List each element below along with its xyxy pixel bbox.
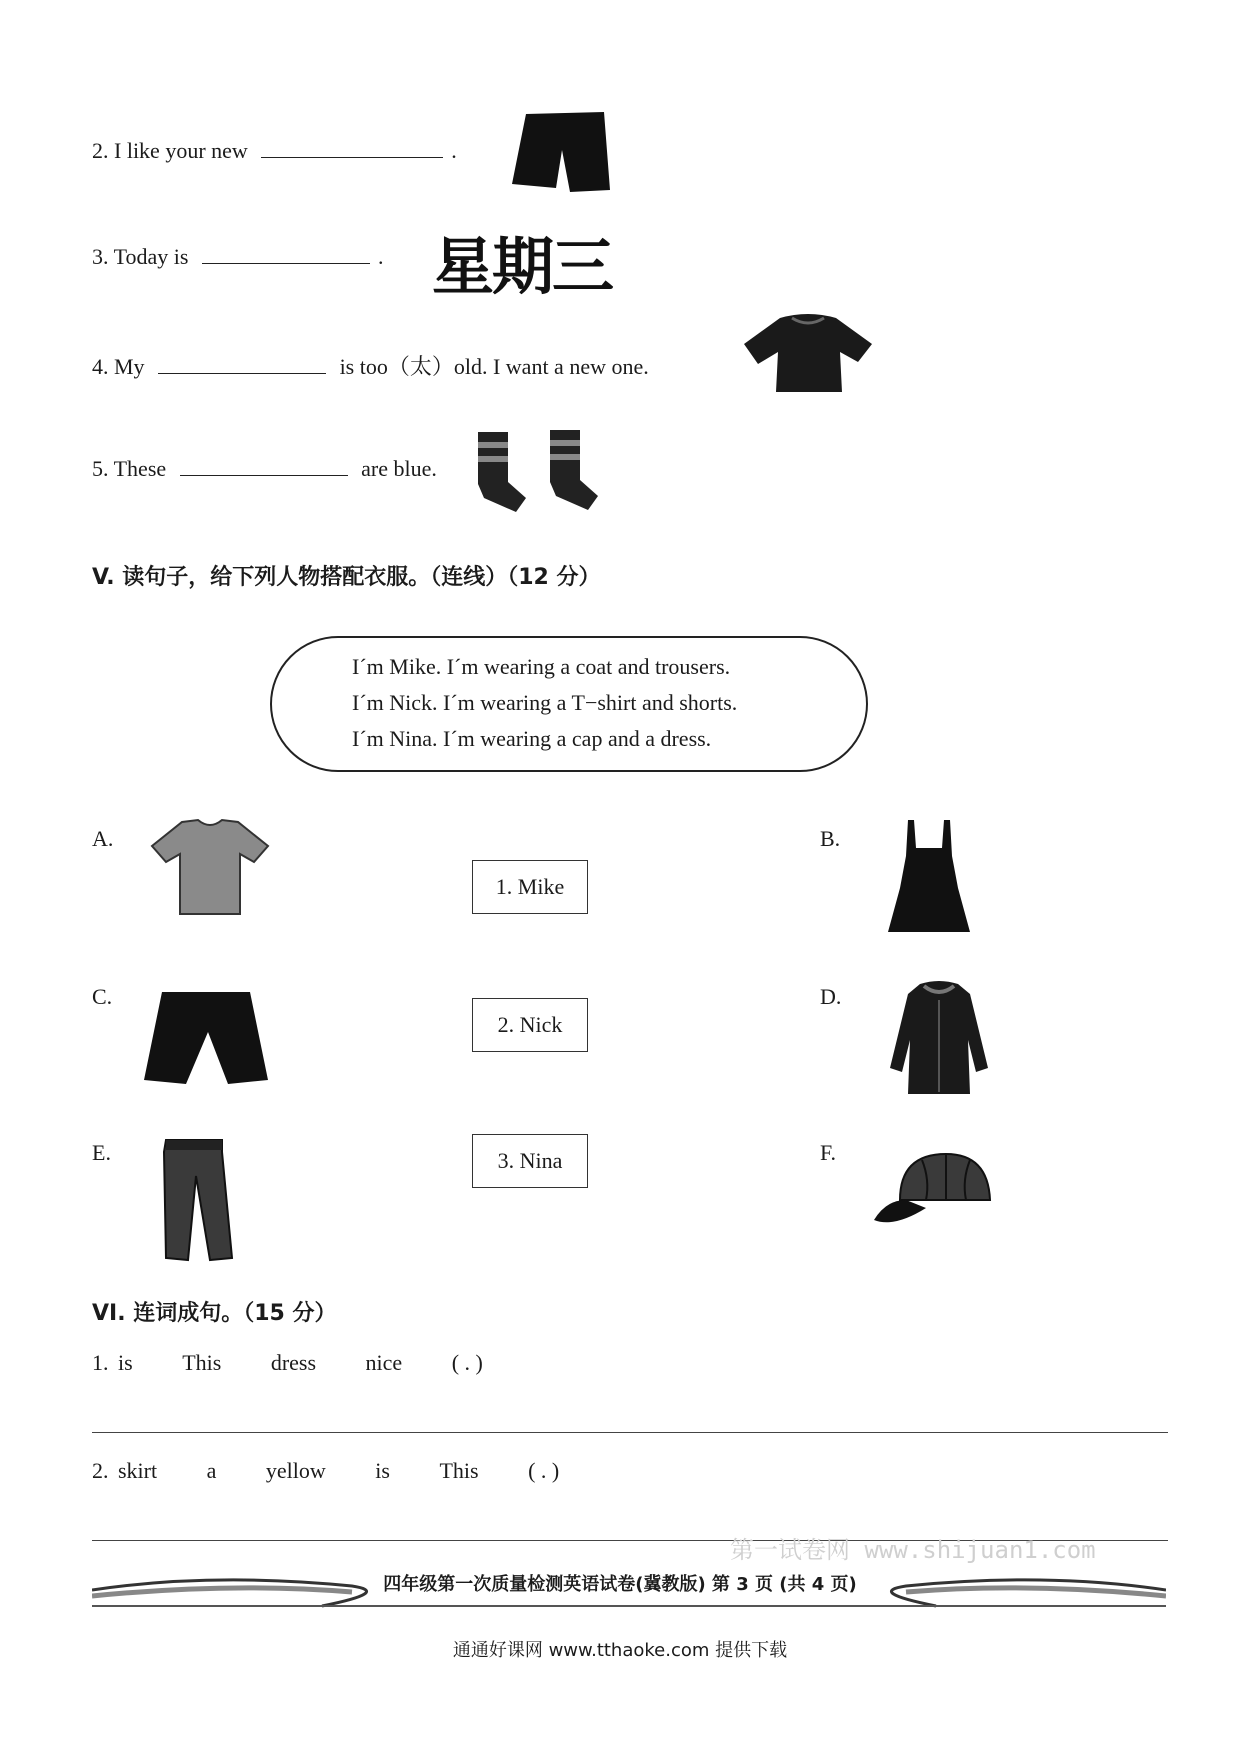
question-text-end: are blue. [361,456,437,481]
q2-word: a [206,1458,217,1483]
q1-number: 1. [92,1350,109,1375]
sentence-q2 [92,1458,559,1484]
page-footer: 四年级第一次质量检测英语试卷(冀教版) 第 3 页 (共 4 页) [383,1574,857,1595]
q1-word: dress [270,1350,317,1375]
name-box-nina[interactable]: 3. Nina [472,1134,588,1188]
shorts-option-icon[interactable] [142,988,270,1088]
option-e-label: E. [92,1140,111,1165]
dress-icon[interactable] [886,818,972,936]
sentence-oval [270,636,868,772]
socks-icon [470,428,610,516]
option-a-label: A. [92,826,114,851]
answer-line-q1[interactable] [92,1432,1168,1433]
trousers-icon[interactable] [160,1136,236,1264]
question-text: My [114,354,145,379]
watermark: 第一试卷网 www.shijuan1.com [730,1536,1096,1564]
sentence-nina: I´m Nina. I´m wearing a cap and a dress. [352,726,712,751]
q2-word: This [439,1458,479,1483]
q2-word: ( . ) [528,1458,560,1483]
answer-blank[interactable] [180,475,348,476]
wednesday-text-image: 星期三 [432,230,613,303]
question-text-end: . [451,138,457,163]
q1-word: This [182,1350,222,1375]
question-number: 2. [92,138,109,163]
answer-blank[interactable] [158,373,326,374]
question-number: 3. [92,244,109,269]
question-number: 5. [92,456,109,481]
name-box-mike[interactable]: 1. Mike [472,860,588,914]
q2-word: yellow [265,1458,326,1483]
section-5-title: V. 读句子，给下列人物搭配衣服。（连线）（12 分） [92,565,601,590]
question-text-end: is too（太）old. I want a new one. [339,354,649,379]
sweater-icon [740,312,876,396]
answer-blank[interactable] [202,263,370,264]
t-shirt-icon[interactable] [148,818,272,918]
option-c-label: C. [92,984,113,1009]
question-3 [92,244,383,270]
shorts-icon [508,110,612,196]
question-5 [92,456,437,482]
option-b-label: B. [820,826,841,851]
question-text: Today is [113,244,189,269]
section-6-title: VI. 连词成句。（15 分） [92,1301,337,1326]
answer-blank[interactable] [261,157,443,158]
question-text: I like your new [114,138,248,163]
q1-word: is [118,1350,133,1375]
q2-number: 2. [92,1458,109,1483]
option-d-label: D. [820,984,842,1009]
question-4 [92,350,649,381]
q2-word: skirt [118,1458,158,1483]
option-f-label: F. [820,1140,836,1165]
sentence-q1 [92,1350,483,1376]
sentence-mike: I´m Mike. I´m wearing a coat and trousers. [352,654,731,679]
name-box-nick[interactable]: 2. Nick [472,998,588,1052]
download-credit: 通通好课网 www.tthaoke.com 提供下载 [452,1640,788,1661]
q1-word: ( . ) [451,1350,483,1375]
question-text: These [113,456,167,481]
q2-word: is [375,1458,390,1483]
sentence-nick: I´m Nick. I´m wearing a T−shirt and shorts. [352,690,738,715]
question-number: 4. [92,354,109,379]
cap-icon[interactable] [870,1150,994,1232]
q1-word: nice [365,1350,403,1375]
question-text-end: . [377,244,384,269]
question-2 [92,138,457,164]
coat-icon[interactable] [884,980,994,1098]
